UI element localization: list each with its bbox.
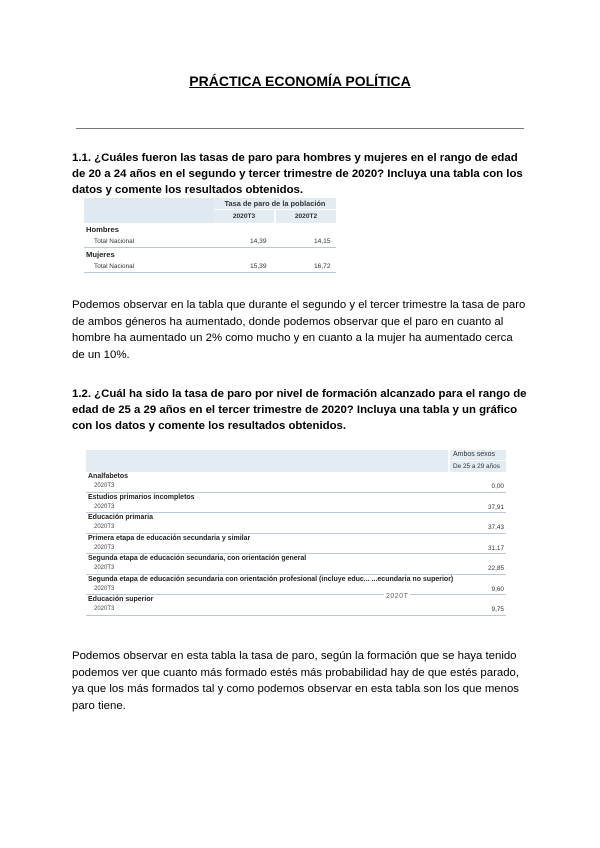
row-label: 2020T3 [94,606,115,612]
period-header-1: 2020T3 [214,210,274,223]
row-label: 2020T3 [94,544,115,551]
group-label: Segunda etapa de educación secundaria con orientación profesional (incluye educ... ...ecundaria no superior) [88,575,454,583]
cell-value: 0,00 [491,483,504,490]
cell-value: 31,17 [488,544,504,552]
cell-value: 14,39 [250,238,267,245]
group-label: Segunda etapa de educación secundaria, con orientación general [88,555,307,562]
group-label: Educación superior [88,596,154,603]
row-label: 2020T3 [94,565,115,571]
overlay-fragment: 2020T [386,593,409,600]
cell-value: 37,91 [488,503,504,511]
unemployment-education-table [86,450,506,616]
row-label: 2020T3 [94,585,115,592]
table-row [84,261,336,273]
row-label: 2020T3 [94,503,115,510]
title-divider [76,128,524,129]
table-row [86,564,506,575]
table-row [84,236,336,248]
row-label: 2020T3 [94,483,115,489]
table-row [86,482,506,493]
group-header: Tasa de paro de la población [214,198,336,209]
header-age: De 25 a 29 años [450,461,506,472]
row-label: Total Nacional [94,263,135,270]
cell-value: 9,75 [491,606,504,613]
table-row [86,523,506,534]
table-row [86,605,506,616]
question-1-2: 1.2. ¿Cuál ha sido la tasa de paro por nivel de formación alcanzado para el rango de edad de 25 a 29 años en el tercer trimestre de 2020? Incluya una tabla y un gráfico con los datos y comente los resultados obtenidos. [72,388,527,432]
header-sex: Ambos sexos [450,450,506,460]
group-label: Educación primaria [88,514,153,521]
row-label: 2020T3 [94,524,115,530]
header-blank-cell [86,450,448,472]
cell-value: 16,72 [314,263,331,270]
answer-1-1: Podemos observar en la tabla que durante el segundo y el tercer trimestre la tasa de paro de ambos géneros ha aumentado, donde podemos observar que el paro en cuanto al hombre ha aumentado un 2% como mucho y en cuanto a la mujer ha aumentado cerca de un 10%. [72,299,526,361]
table-row [86,503,506,514]
cell-value: 9,60 [491,585,504,593]
table-header [84,198,336,223]
question-1-1: 1.1. ¿Cuáles fueron las tasas de paro para hombres y mujeres en el rango de edad de 20 a 24 años en el segundo y tercer trimestre de 2020? Incluya una tabla con los datos y comente los resultados obtenidos. [72,152,523,196]
group-label: Analfabetos [88,473,129,480]
cell-value: 14,15 [314,238,331,245]
table-row [86,544,506,555]
group-label: Estudios primarios incompletos [88,493,195,501]
table-header [86,450,506,472]
row-label: Total Nacional [94,238,135,245]
group-label-men: Hombres [86,225,119,234]
cell-value: 15,39 [250,263,267,270]
period-header-2: 2020T2 [276,210,336,223]
group-label-women: Mujeres [86,250,115,259]
document-title: PRÁCTICA ECONOMÍA POLÍTICA [189,73,411,89]
table-row [86,585,506,596]
cell-value: 37,43 [488,524,504,531]
header-blank-cell [84,198,214,223]
cell-value: 22,85 [488,565,504,572]
answer-1-2: Podemos observar en esta tabla la tasa de paro, según la formación que se haya tenido podemos ver que cuanto más formado estés más probabilidad hay de que estés parado, ya que los más formados tal y como podemos observar en esta tabla son los que menos paro tiene. [72,650,520,712]
unemployment-gender-table [84,198,336,273]
group-label: Primera etapa de educación secundaria y similar [88,534,251,542]
